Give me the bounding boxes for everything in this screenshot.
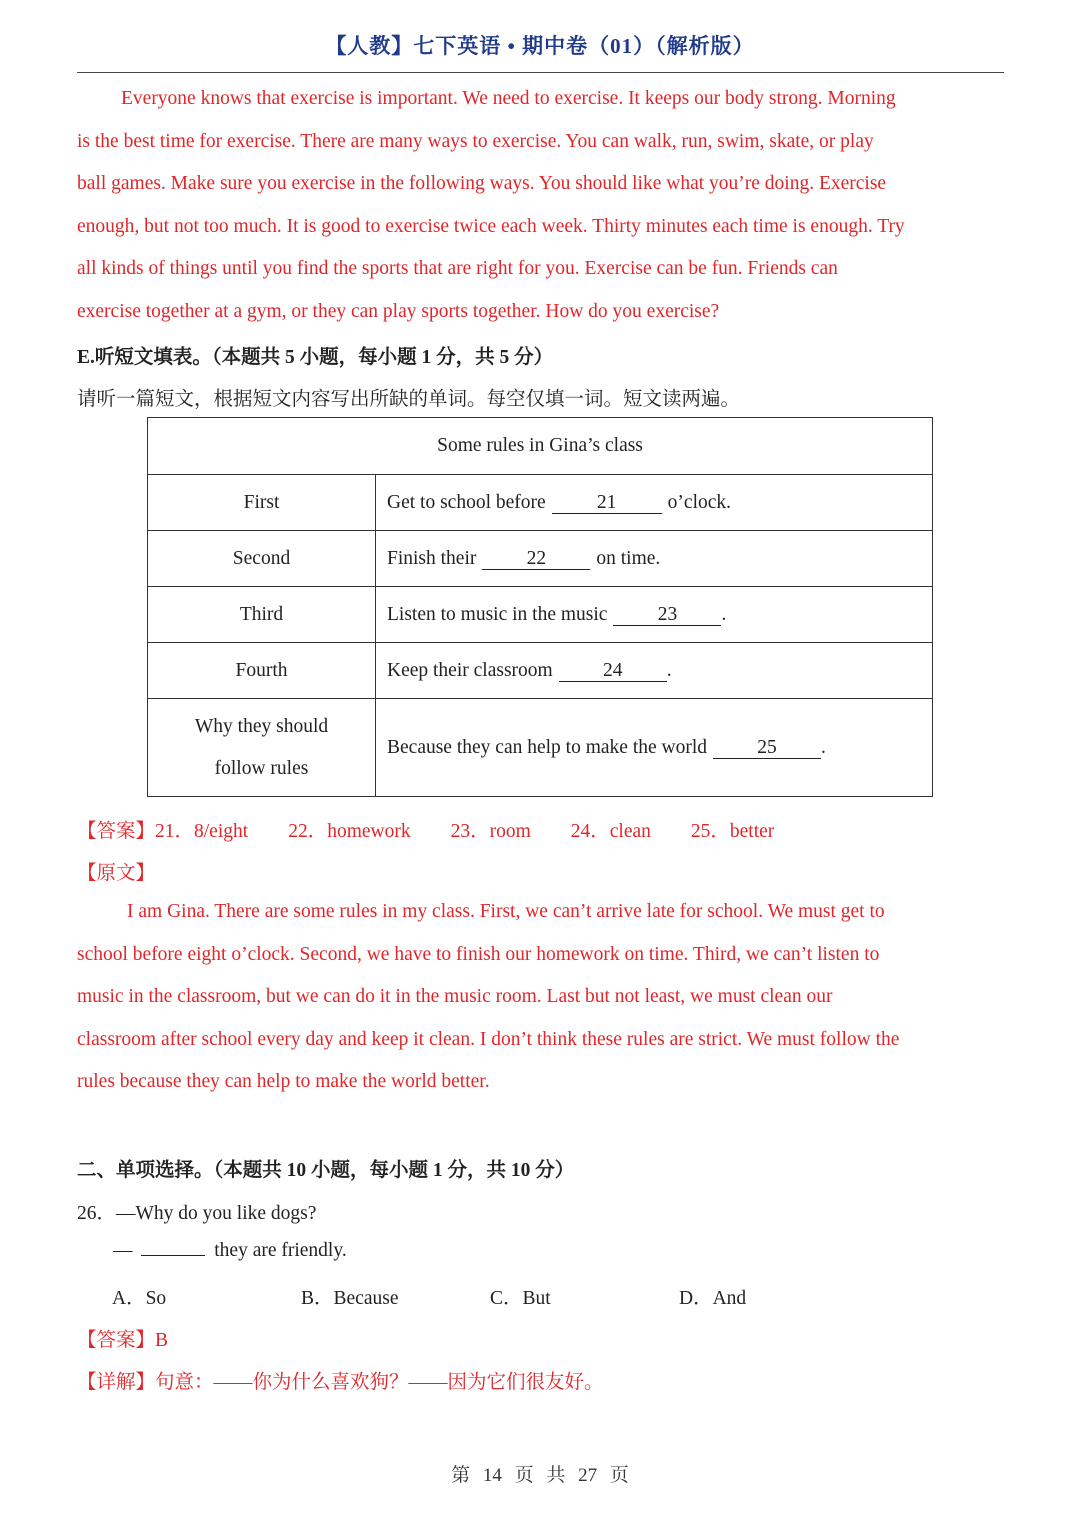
table-row [148, 531, 933, 587]
transcript-line: rules because they can help to make the world better. [77, 1071, 490, 1092]
blank-24: 24 [559, 661, 667, 682]
answers-e [77, 815, 774, 843]
passage-1 [77, 78, 1004, 333]
passage-1-line: Everyone knows that exercise is important. We need to exercise. It keeps our body strong. Morning [121, 88, 896, 109]
row-label: Fourth [148, 643, 376, 699]
question-26-reply: — they are friendly. [113, 1240, 347, 1261]
answer-tag: 【答案】 [77, 821, 156, 842]
question-number: 26． [77, 1203, 117, 1224]
transcript-line: music in the classroom, but we can do it in the music room. Last but not least, we must clean our [77, 986, 833, 1007]
option-a: A．So [112, 1288, 167, 1309]
table-row [148, 475, 933, 531]
answer-item: 22．homework [288, 821, 411, 842]
row-label: Second [148, 531, 376, 587]
answer-value: B [155, 1330, 169, 1351]
transcript-line: school before eight o’clock. Second, we have to finish our homework on time. Third, we can’t listen to [77, 943, 880, 965]
transcript-line: I am Gina. There are some rules in my class. First, we can’t arrive late for school. We must get to [127, 901, 885, 922]
passage-1-line: exercise together at a gym, or they can play sports together. How do you exercise? [77, 300, 720, 322]
table-row [148, 643, 933, 699]
section-e-heading: E.听短文填表。（本题共 5 小题，每小题 1 分，共 5 分） [77, 347, 554, 368]
blank-21: 21 [552, 493, 662, 514]
option-b: B．Because [301, 1288, 399, 1309]
section-2-heading: 二、单项选择。（本题共 10 小题，每小题 1 分，共 10 分） [77, 1160, 575, 1181]
blank-23: 23 [613, 605, 721, 626]
header-divider [77, 72, 1004, 73]
answer-blank [141, 1255, 205, 1256]
section-e-instruction: 请听一篇短文，根据短文内容写出所缺的单词。每空仅填一词。短文读两遍。 [77, 389, 741, 410]
row-content: Listen to music in the music 23 . [376, 587, 933, 643]
transcript-tag: 【原文】 [77, 863, 156, 884]
row-content: Because they can help to make the world 25 . [376, 699, 933, 797]
table-row [148, 418, 933, 475]
page-footer: 第 14 页 共 27 页 [451, 1465, 629, 1486]
row-content: Get to school before 21 o’clock. [376, 475, 933, 531]
table-row [148, 587, 933, 643]
rules-table [147, 417, 933, 797]
row-content: Keep their classroom 24 . [376, 643, 933, 699]
option-c: C．But [490, 1288, 551, 1309]
passage-1-line: all kinds of things until you find the sports that are right for you. Exercise can be fun. Friends can [77, 258, 838, 279]
answer-item: 25．better [690, 821, 775, 842]
passage-1-line: ball games. Make sure you exercise in the following ways. You should like what you’re doing. Exercise [77, 173, 887, 194]
table-title: Some rules in Gina’s class [148, 418, 933, 475]
row-label: Third [148, 587, 376, 643]
page-header-title: 【人教】七下英语 • 期中卷（01）（解析版） [325, 34, 755, 58]
answer-item: 24．clean [570, 821, 651, 842]
option-d: D．And [679, 1288, 747, 1309]
answer-tag: 【答案】 [77, 1330, 156, 1351]
question-26-options [112, 1282, 868, 1310]
transcript-line: classroom after school every day and keep it clean. I don’t think these rules are strict. We must follow the [77, 1028, 900, 1050]
answer-item: 23．room [450, 821, 531, 842]
row-label: Why they should follow rules [148, 699, 376, 797]
blank-25: 25 [713, 738, 821, 759]
answer-item: 21．8/eight [155, 821, 249, 842]
row-content: Finish their 22 on time. [376, 531, 933, 587]
question-26 [77, 1197, 316, 1225]
question-26-answer [77, 1324, 168, 1352]
passage-1-line: enough, but not too much. It is good to exercise twice each week. Thirty minutes each time is enough. Try [77, 215, 905, 237]
question-text: —Why do you like dogs? [116, 1203, 317, 1224]
passage-1-line: is the best time for exercise. There are many ways to exercise. You can walk, run, swim, skate, or play [77, 130, 874, 152]
row-label: First [148, 475, 376, 531]
table-row [148, 699, 933, 797]
blank-22: 22 [482, 549, 590, 570]
explain-tag: 【详解】 [77, 1372, 156, 1393]
explain-text: 句意：——你为什么喜欢狗？——因为它们很友好。 [155, 1372, 604, 1393]
question-26-explanation [77, 1366, 604, 1394]
transcript [77, 891, 1004, 1104]
